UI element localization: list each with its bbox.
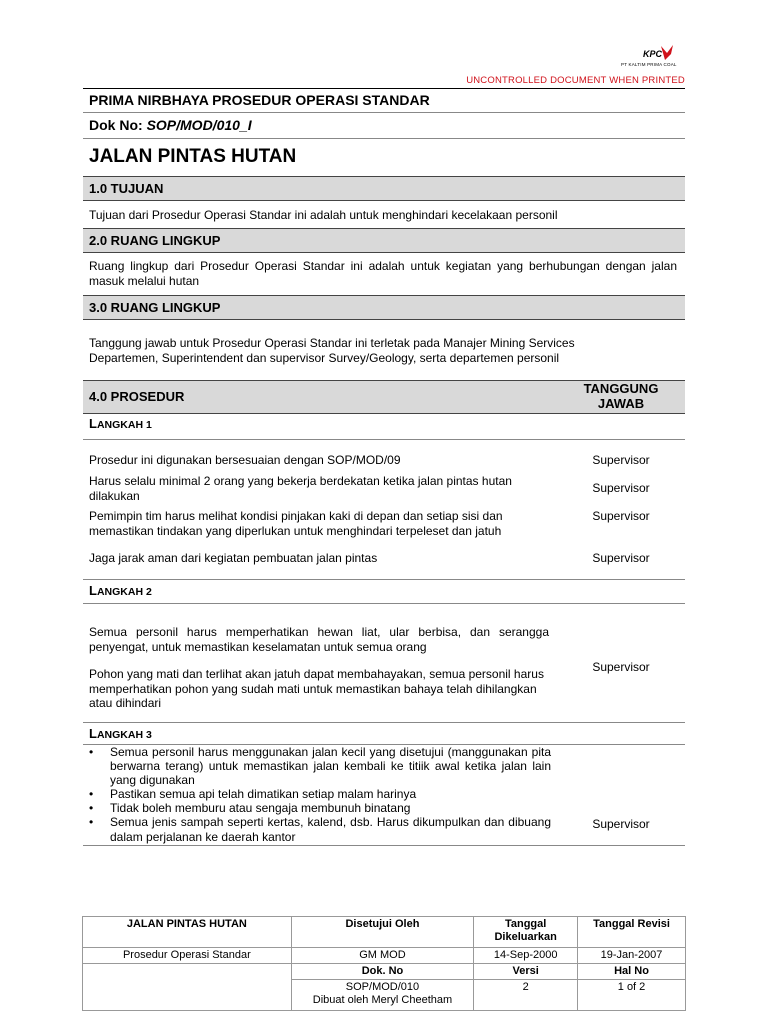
langkah-1-item: Jaga jarak aman dari kegiatan pembuatan jalan pintas <box>89 551 378 565</box>
langkah-1-item: Prosedur ini digunakan bersesuaian dengan SOP/MOD/09 <box>89 453 401 467</box>
responsibility: Supervisor <box>592 453 650 467</box>
langkah-2-item: Semua personil harus memperhatikan hewan liat, ular berbisa, dan serangga penyengat, untuk memastikan keselamatan untuk semua orang <box>89 625 549 654</box>
langkah-1-item: Pemimpin tim harus melihat kondisi pinjakan kaki di depan dan setiap sisi dan memastikan tindakan yang diperlukan untuk menghindari terpeleset dan jatuh <box>89 509 503 538</box>
divider <box>83 579 685 580</box>
responsibility-heading-line2: JAWAB <box>597 396 645 411</box>
langkah-1-item: Harus selalu minimal 2 orang yang bekerja berdekatan ketika jalan pintas hutan dilakukan <box>89 474 512 503</box>
tujuan-text: Tujuan dari Prosedur Operasi Standar ini adalah untuk menghindari kecelakaan personil <box>89 208 558 222</box>
section-header-tanggung-jawab <box>83 295 685 320</box>
divider <box>83 138 685 139</box>
approver: GM MOD <box>291 948 474 964</box>
section-heading: 3.0 RUANG LINGKUP <box>89 300 221 315</box>
langkah-1-heading: LANGKAH 1 <box>89 416 152 431</box>
list-item: • Pastikan semua api telah dimatikan setiap malam harinya <box>89 787 551 801</box>
doc-no-label: Dok. No <box>291 964 474 980</box>
section-header-prosedur <box>83 380 685 414</box>
footer-title: JALAN PINTAS HUTAN <box>83 917 292 948</box>
logo-text: KPC <box>643 49 663 59</box>
responsibility: Supervisor <box>592 509 650 523</box>
company-logo <box>621 44 689 70</box>
langkah-3-list <box>89 745 551 844</box>
responsibility: Supervisor <box>592 660 650 674</box>
doc-number-value: SOP/MOD/010_I <box>146 117 252 133</box>
doc-number <box>89 117 252 133</box>
issued-date-label: Tanggal Dikeluarkan <box>474 917 578 948</box>
page-value: 1 of 2 <box>578 980 686 1011</box>
divider <box>83 88 685 89</box>
responsibility: Supervisor <box>592 551 650 565</box>
responsibility: Supervisor <box>592 481 650 495</box>
revision-date: 19-Jan-2007 <box>578 948 686 964</box>
doc-no-value: SOP/MOD/010 Dibuat oleh Meryl Cheetham <box>291 980 474 1011</box>
empty-cell <box>83 964 292 1011</box>
responsibility-heading-line1: TANGGUNG <box>583 381 659 396</box>
kpc-logo-mark <box>621 44 689 62</box>
issued-date: 14-Sep-2000 <box>474 948 578 964</box>
document-type: Prosedur Operasi Standar <box>83 948 292 964</box>
langkah-2-item: Pohon yang mati dan terlihat akan jatuh dapat membahayakan, semua personil harus memperhatikan pohon yang sudah mati untuk memastikan bahaya telah dihilangkan atau dihindari <box>89 667 544 710</box>
divider <box>83 722 685 723</box>
responsibility-heading <box>559 381 683 411</box>
page-title: JALAN PINTAS HUTAN <box>89 146 297 167</box>
list-item: • Semua jenis sampah seperti kertas, kalend, dsb. Harus dikumpulkan dan dibuang dalam perjalanan ke daerah kantor <box>89 815 551 843</box>
tanggung-jawab-text: Tanggung jawab untuk Prosedur Operasi Standar ini terletak pada Manajer Mining Services Departemen, Superintendent dan supervisor Survey/Geology, serta departemen personil <box>89 336 575 365</box>
divider <box>83 603 685 604</box>
section-header-tujuan <box>83 176 685 201</box>
langkah-3-heading: LANGKAH 3 <box>89 726 152 741</box>
revision-date-label: Tanggal Revisi <box>578 917 686 948</box>
divider <box>83 845 685 846</box>
version-label: Versi <box>474 964 578 980</box>
uncontrolled-notice: UNCONTROLLED DOCUMENT WHEN PRINTED <box>466 75 685 86</box>
doc-series-title: PRIMA NIRBHAYA PROSEDUR OPERASI STANDAR <box>89 92 430 108</box>
section-heading: 4.0 PROSEDUR <box>89 389 185 404</box>
section-heading: 1.0 TUJUAN <box>89 181 164 196</box>
ruang-lingkup-text: Ruang lingkup dari Prosedur Operasi Standar ini adalah untuk kegiatan yang berhubungan dengan jalan masuk melalui hutan <box>89 259 677 288</box>
divider <box>83 112 685 113</box>
divider <box>83 439 685 440</box>
langkah-2-heading: LANGKAH 2 <box>89 583 152 598</box>
responsibility: Supervisor <box>592 817 650 831</box>
approved-by-label: Disetujui Oleh <box>291 917 474 948</box>
list-item: • Tidak boleh memburu atau sengaja membunuh binatang <box>89 801 551 815</box>
document-control-table <box>82 916 686 1011</box>
page-label: Hal No <box>578 964 686 980</box>
doc-number-label: Dok No: <box>89 117 147 133</box>
section-header-ruang-lingkup <box>83 228 685 253</box>
section-heading: 2.0 RUANG LINGKUP <box>89 233 221 248</box>
list-item: • Semua personil harus menggunakan jalan kecil yang disetujui (manggunakan pita berwarna terang) untuk memastikan jalan kembali ke titiik awal ketika jalan lain yang digunakan <box>89 745 551 787</box>
version-value: 2 <box>474 980 578 1011</box>
logo-subtitle: PT KALTIM PRIMA COAL <box>621 62 677 67</box>
